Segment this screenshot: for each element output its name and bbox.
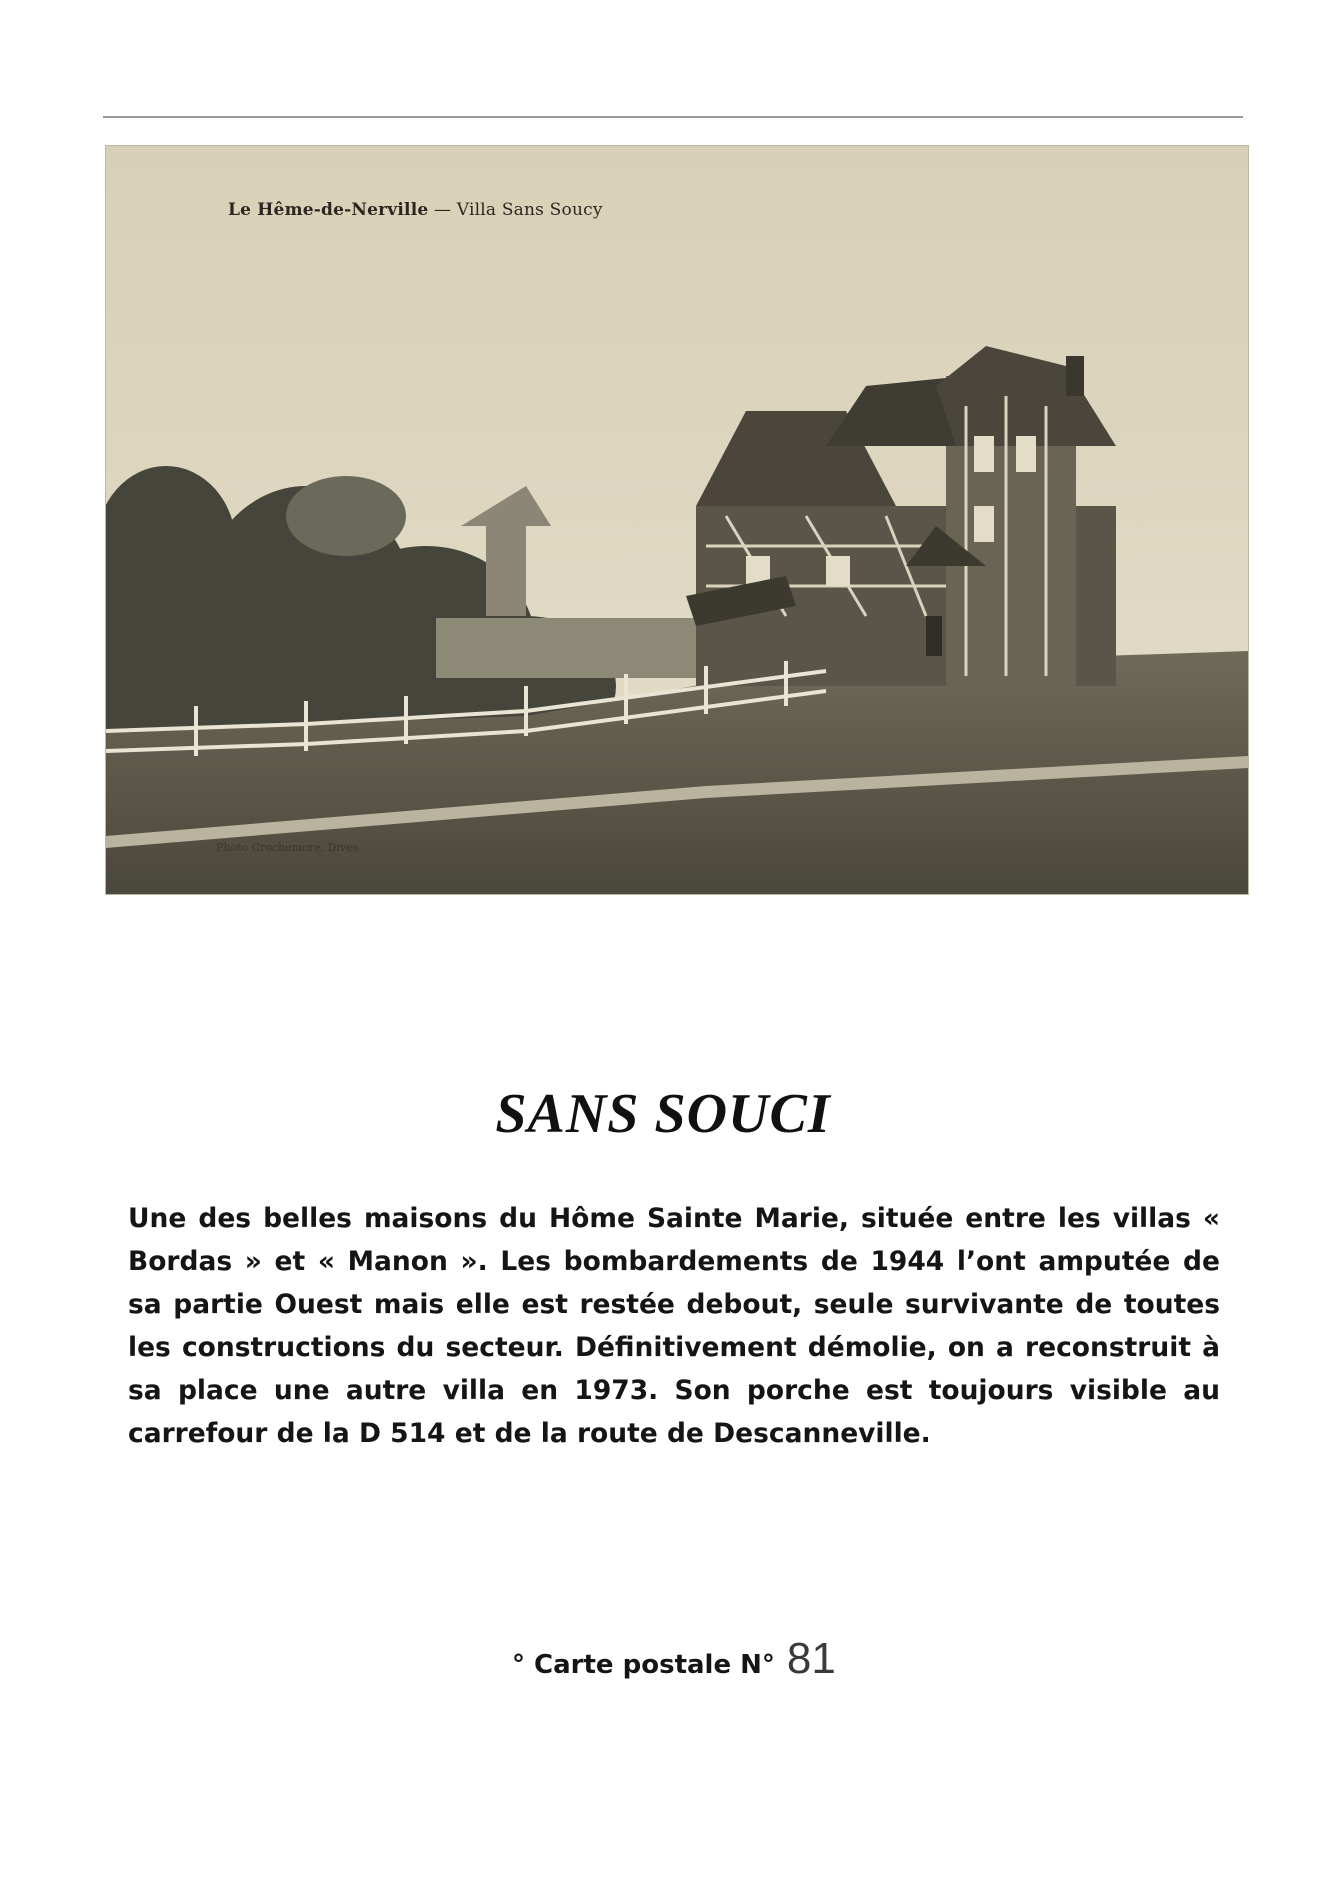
caption-place: Le Hême-de-Nerville — [228, 200, 429, 220]
postcard-caption — [228, 200, 603, 220]
description-paragraph: Une des belles maisons du Hôme Sainte Marie, située entre les villas « Bordas » et « Manon ». Les bombardements de 1944 l’ont amputée de sa partie Ouest mais elle est restée debout, seule survivante de toutes les constructions du secteur. Définitivement démolie, on a reconstruit à sa place une autre villa en 1973. Son porche est toujours visible au carrefour de la D 514 et de la route de Descanneville. — [128, 1203, 1220, 1449]
page-title: SANS SOUCI — [495, 1083, 831, 1145]
caption-separator: — — [433, 200, 452, 220]
caption-subject: Villa Sans Soucy — [456, 200, 603, 220]
villa-photograph — [106, 146, 1248, 894]
postcard-photo — [106, 146, 1248, 894]
postcard-number-value: 81 — [786, 1634, 836, 1683]
photo-credit: Photo Crochemore, Dives — [216, 841, 359, 854]
postcard-number — [512, 1634, 836, 1684]
postcard-number-label: ° Carte postale N° — [512, 1650, 775, 1680]
top-divider — [103, 116, 1243, 118]
